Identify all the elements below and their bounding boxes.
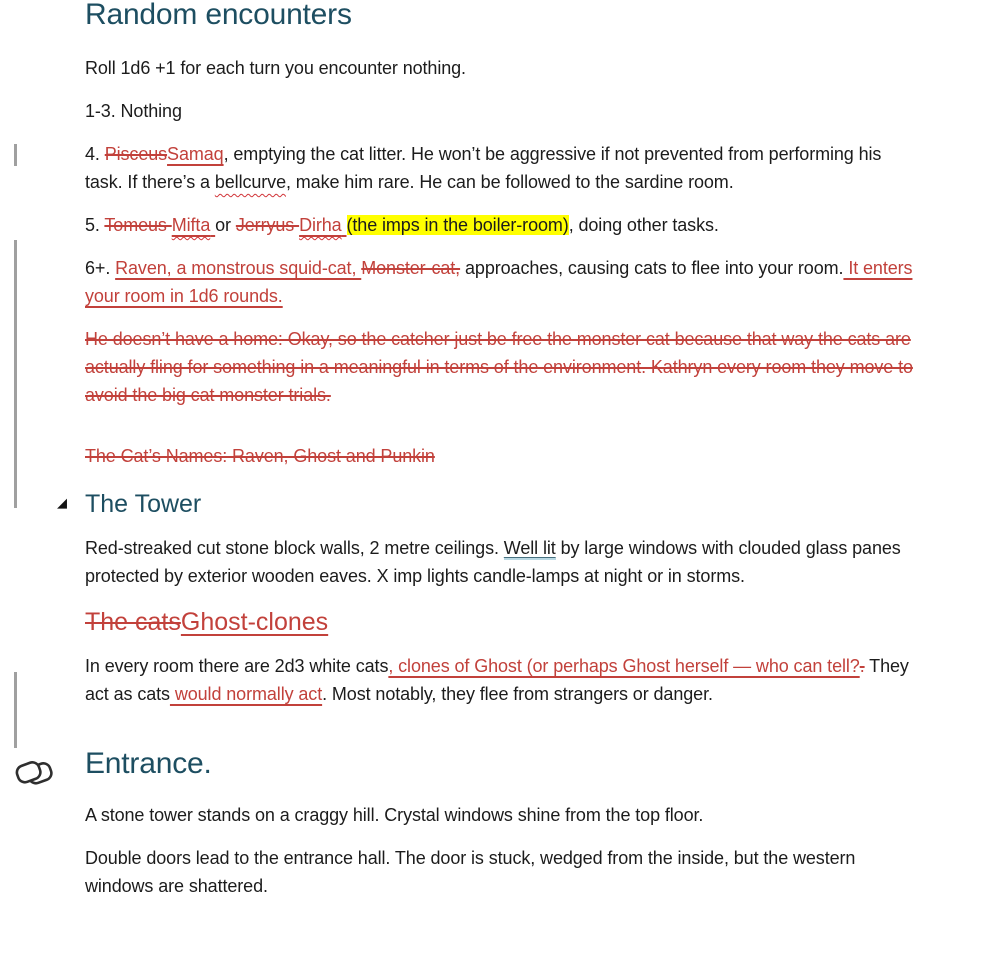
text-run-spell: bellcurve <box>214 172 286 192</box>
copilot-icon-glyph <box>14 752 54 794</box>
paragraph-deleted-home <box>85 325 923 409</box>
text-run-ins: It enters your room in 1d6 rounds. <box>85 258 913 306</box>
paragraph-1-3-nothing: 1-3. Nothing <box>85 101 182 121</box>
paragraph-5-imps: 5. Tomeus Mifta or Jerryus Dirha (the imps in the boiler-room), doing other tasks. <box>85 215 719 235</box>
text-run-del: . <box>859 656 865 676</box>
text-run-ins: would normally act <box>169 684 323 704</box>
text-run-del: He doesn’t have a home: Okay, so the catcher just be free the monster cat because that way the cats are actually fling for something in a meaningful in terms of the environment. Kathryn every room they move to avoid the big cat monster trials. <box>85 329 913 405</box>
text-run-del: The cats <box>85 608 181 636</box>
text-run-ins: , clones of Ghost (or perhaps Ghost herself — who can tell? <box>388 656 860 676</box>
text-run-del: Monster-cat, <box>361 258 461 278</box>
heading-random-encounters: Random encounters <box>85 0 352 31</box>
text-run-del: Jerryus <box>235 215 300 235</box>
document-content <box>57 0 923 915</box>
text-run-ins: Raven, a monstrous squid-cat, <box>115 258 362 278</box>
text-run-ins: Samaq <box>167 144 224 164</box>
heading-entrance: Entrance. <box>85 747 212 780</box>
paragraph-deleted-cat-names <box>85 442 923 470</box>
text-run-spell: Dirha <box>299 215 342 235</box>
paragraph-white-cats: In every room there are 2d3 white cats, clones of Ghost (or perhaps Ghost herself — who can tell?. They act as cats would normally act. Most notably, they flee from strangers or danger. <box>85 656 909 704</box>
paragraph-tower-walls: Red-streaked cut stone block walls, 2 metre ceilings. Well lit by large windows with clouded glass panes protected by exterior wooden eaves. X imp lights candle-lamps at night or in storms. <box>85 538 901 586</box>
change-bar <box>14 144 17 166</box>
text-run-del: Tomeus <box>104 215 172 235</box>
text-run-ins: Ghost-clones <box>180 608 329 636</box>
text-run-del: The Cat’s Names: Raven, Ghost and Punkin <box>85 446 435 466</box>
change-bar <box>14 672 17 748</box>
paragraph-4-samaq: 4. PisceusSamaq, emptying the cat litter. He won’t be aggressive if not prevented from performing his task. If there’s a bellcurve, make him rare. He can be followed to the sardine room. <box>85 144 882 192</box>
text-run-ins <box>172 215 211 235</box>
paragraph-double-doors: Double doors lead to the entrance hall. The door is stuck, wedged from the inside, but the western windows are shattered. <box>85 848 856 896</box>
heading-the-tower <box>57 488 923 520</box>
text-run-spell: Mifta <box>171 215 211 235</box>
collapse-triangle-icon[interactable]: ◢ <box>57 496 67 511</box>
text-run-ins <box>299 215 342 235</box>
text-run-ins <box>210 215 215 235</box>
paragraph-roll: Roll 1d6 +1 for each turn you encounter nothing. <box>85 58 466 78</box>
paragraph-6-raven: 6+. Raven, a monstrous squid-cat, Monster-cat, approaches, causing cats to flee into your room. It enters your room in 1d6 rounds. <box>85 258 913 306</box>
heading-the-tower-label: The Tower <box>85 490 202 518</box>
text-run-hl: (the imps in the boiler-room) <box>346 215 569 235</box>
text-run-ins <box>342 215 347 235</box>
text-run-u2: Well lit <box>503 538 556 558</box>
change-bar <box>14 240 17 508</box>
heading-ghost-clones <box>85 606 923 638</box>
text-run-del: Pisceus <box>104 144 168 164</box>
paragraph-stone-tower: A stone tower stands on a craggy hill. Crystal windows shine from the top floor. <box>85 805 704 825</box>
copilot-icon[interactable] <box>14 752 54 794</box>
